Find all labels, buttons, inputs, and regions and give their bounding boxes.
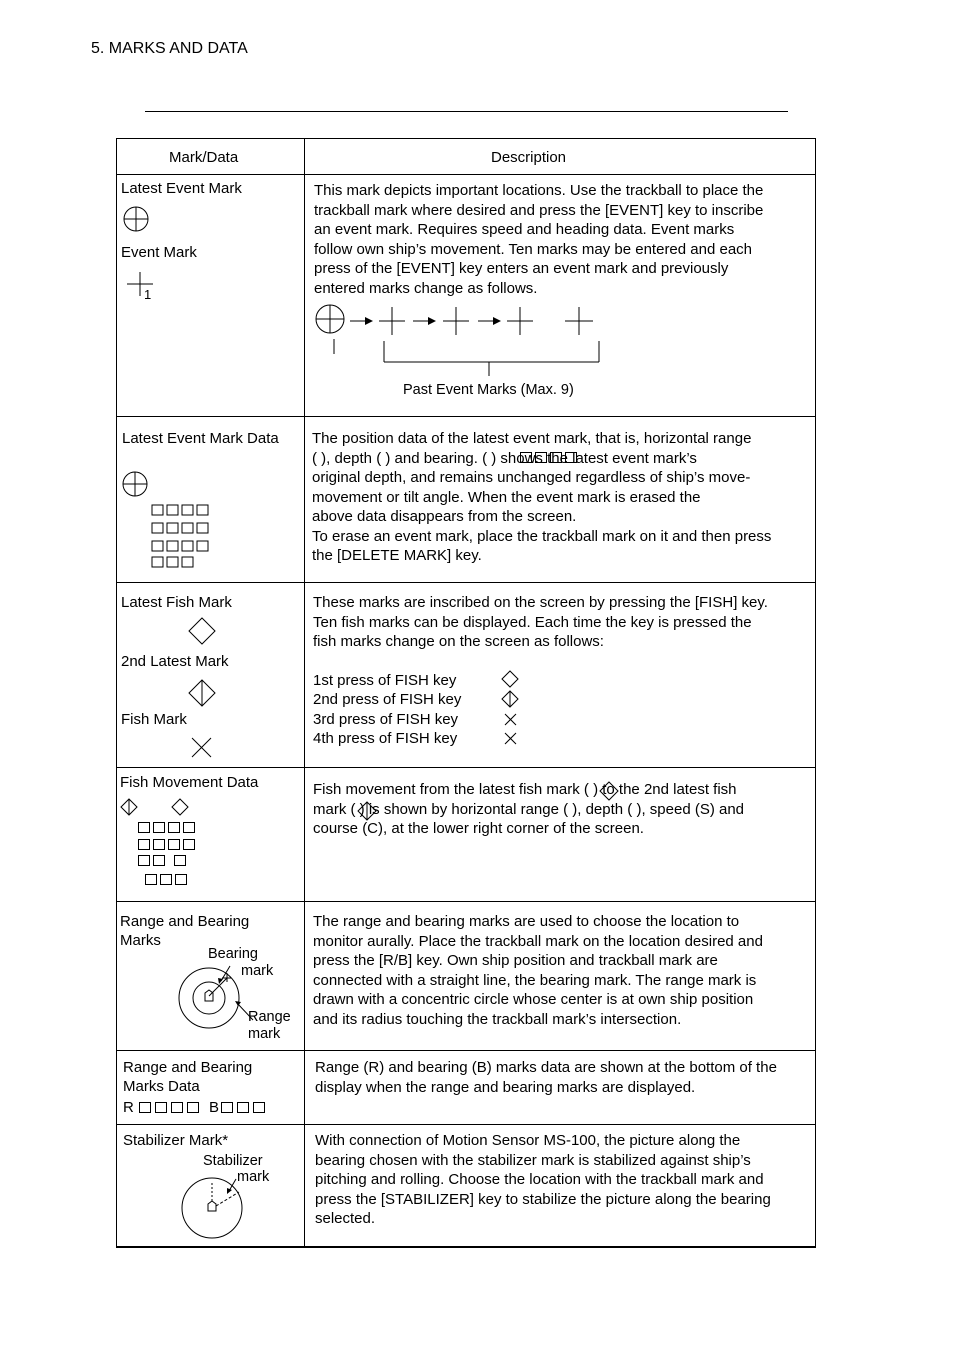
arrow-icon bbox=[478, 317, 501, 325]
fish-mark-icon bbox=[191, 737, 215, 761]
rb-data-boxes bbox=[137, 1100, 297, 1116]
arrow-icon bbox=[413, 317, 436, 325]
desc-fish-mark: These marks are inscribed on the screen by pressing the [FISH] key. Ten fish marks can be displayed. Each time the key is pressed the fish marks change on the screen as follows: bbox=[313, 594, 768, 650]
latest-fish-mark-icon bbox=[189, 617, 219, 647]
label-stabilizer-mark: Stabilizer Mark* bbox=[123, 1132, 229, 1149]
label-fish-movement-data: Fish Movement Data bbox=[120, 774, 259, 791]
column-header-mark: Mark/Data bbox=[169, 149, 239, 166]
desc-fish-movement-data: Fish movement from the latest fish mark ( ) to the 2nd latest fish mark ( ) is shown by horizontal range ( ), depth ( ), speed (S) and course (C), at the lower right corner of the screen. bbox=[313, 781, 745, 837]
label-r: R bbox=[123, 1099, 134, 1116]
range-bearing-mark-figure bbox=[175, 965, 275, 1045]
event-mark-number: 1 bbox=[144, 287, 152, 302]
row-divider bbox=[117, 1050, 815, 1051]
event-mark-data-figure bbox=[122, 472, 222, 572]
data-boxes-icon bbox=[520, 451, 580, 465]
latest-fish-mark-icon bbox=[172, 799, 188, 815]
press-3: 3rd press of FISH key bbox=[313, 711, 459, 728]
stabilizer-mark-figure bbox=[181, 1176, 251, 1241]
press-1: 1st press of FISH key bbox=[313, 672, 457, 689]
label-latest-fish-mark: Latest Fish Mark bbox=[121, 594, 232, 611]
label-marks-data: Marks Data bbox=[123, 1078, 200, 1095]
latest-event-mark-icon bbox=[123, 472, 147, 496]
latest-event-mark-icon bbox=[123, 206, 151, 234]
row-divider bbox=[117, 174, 815, 175]
label-range-mark: mark bbox=[248, 1026, 281, 1042]
column-header-description: Description bbox=[491, 149, 567, 166]
arrow-icon bbox=[350, 317, 373, 325]
label-bearing: Bearing bbox=[208, 946, 258, 962]
label-2nd-latest-mark: 2nd Latest Mark bbox=[121, 653, 229, 670]
row-divider bbox=[117, 1124, 815, 1125]
desc-range-bearing-marks: The range and bearing marks are used to choose the location to monitor aurally. Place the trackball mark on the location desired and press the [R/B] key. Own ship position and trackball mark are connected with a straight line, the bearing mark. The range mark is drawn with a concentric circle whose center is at own ship position and its radius touching the trackball mark’s intersection. bbox=[313, 913, 763, 1028]
desc-latest-event-mark-data: The position data of the latest event mark, that is, horizontal range ( ), depth ( ) and bearing. ( ) shows the latest event mark’s original depth, and remains unchanged regardless of ship’s move- movement or tilt angle. When the event mark is erased the above data disappears from the screen. To erase an event mark, place the trackball mark on it and then press the [DELETE MARK] key. bbox=[312, 430, 772, 564]
label-fish-mark: Fish Mark bbox=[121, 711, 187, 728]
event-mark-icon bbox=[127, 272, 157, 302]
header-rule bbox=[145, 111, 788, 112]
label-bearing-mark: mark bbox=[241, 963, 274, 979]
press-2: 2nd press of FISH key bbox=[313, 691, 462, 708]
row-divider bbox=[117, 582, 815, 583]
label-stabilizer: Stabilizer bbox=[203, 1153, 263, 1169]
label-b: B bbox=[209, 1099, 220, 1116]
desc-event-mark: This mark depicts important locations. Use the trackball to place the trackball mark where desired and press the [EVENT] key to inscribe an event mark. Requires speed and heading data. Event marks follow own ship’s movement. Ten marks may be entered and each press of the [EVENT] key enters an event mark and previously entered marks change as follows. bbox=[314, 182, 764, 297]
second-latest-fish-mark-icon bbox=[121, 799, 137, 815]
second-latest-fish-mark-icon bbox=[189, 679, 219, 709]
label-event-mark: Event Mark bbox=[121, 244, 197, 261]
label-range-and-bearing-data: Range and Bearing bbox=[123, 1059, 253, 1076]
second-latest-fish-mark-icon bbox=[357, 801, 379, 821]
fish-movement-data-figure bbox=[121, 798, 231, 893]
label-marks: Marks bbox=[120, 932, 161, 949]
latest-event-mark-icon bbox=[316, 305, 344, 333]
label-latest-event-mark-data: Latest Event Mark Data bbox=[122, 430, 279, 447]
row-divider bbox=[117, 416, 815, 417]
fish-press-icons bbox=[502, 670, 522, 750]
row-divider bbox=[117, 901, 815, 902]
past-event-marks-caption: Past Event Marks (Max. 9) bbox=[403, 382, 574, 398]
latest-fish-mark-icon bbox=[599, 781, 621, 801]
page-header: 5. MARKS AND DATA bbox=[91, 40, 248, 57]
label-latest-event-mark: Latest Event Mark bbox=[121, 180, 242, 197]
desc-stabilizer-mark: With connection of Motion Sensor MS-100, the picture along the bearing chosen with the stabilizer mark is stabilized against ship’s pitching and rolling. Choose the location with the trackball mark and press the [STABILIZER] key to stabilize the picture along the bearing selected. bbox=[315, 1132, 771, 1227]
event-mark-sequence-diagram bbox=[313, 304, 613, 384]
label-range: Range bbox=[248, 1009, 291, 1025]
desc-range-bearing-data: Range (R) and bearing (B) marks data are shown at the bottom of the display when the range and bearing marks are displayed. bbox=[315, 1059, 777, 1096]
press-4: 4th press of FISH key bbox=[313, 730, 458, 747]
label-stabilizer-mark-word: mark bbox=[237, 1169, 270, 1185]
bracket bbox=[384, 341, 599, 376]
label-range-and-bearing: Range and Bearing bbox=[120, 913, 250, 930]
row-divider bbox=[117, 767, 815, 768]
marks-table bbox=[116, 138, 816, 1248]
column-divider bbox=[304, 139, 305, 1246]
